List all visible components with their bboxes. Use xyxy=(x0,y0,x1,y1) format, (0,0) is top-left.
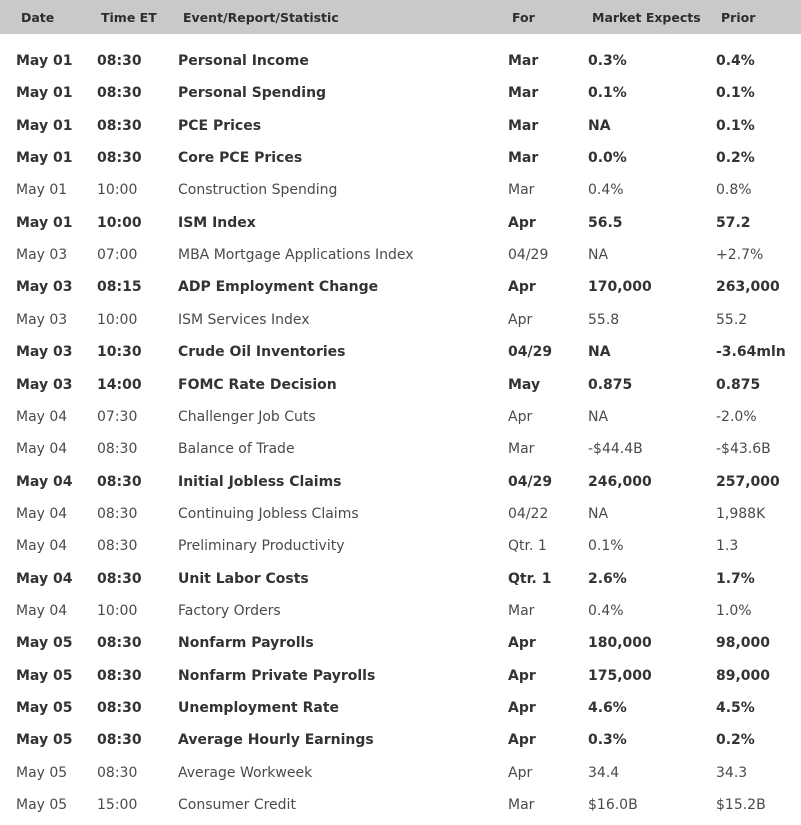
row-prior: 57.2 xyxy=(716,214,751,231)
row-period: Apr xyxy=(508,214,536,231)
row-prior: 263,000 xyxy=(716,279,780,296)
table-row xyxy=(0,175,801,205)
row-prior: 0.8% xyxy=(716,182,752,199)
row-event: Balance of Trade xyxy=(178,441,295,458)
row-event: PCE Prices xyxy=(178,117,262,134)
row-time: 07:00 xyxy=(97,247,138,264)
row-date: May 04 xyxy=(16,570,73,587)
row-date: May 01 xyxy=(16,85,73,102)
row-period: Mar xyxy=(508,150,539,167)
row-event: Nonfarm Private Payrolls xyxy=(178,667,376,684)
header-time: Time ET xyxy=(101,10,157,25)
row-period: Mar xyxy=(508,85,539,102)
row-period: Apr xyxy=(508,764,533,781)
row-period: Mar xyxy=(508,182,535,199)
row-market-expects: 0.875 xyxy=(588,376,633,393)
row-event: FOMC Rate Decision xyxy=(178,376,337,393)
table-row xyxy=(0,370,801,400)
row-prior: 1,988K xyxy=(716,505,766,522)
row-date: May 05 xyxy=(16,732,73,749)
row-prior: -$43.6B xyxy=(716,441,771,458)
row-date: May 04 xyxy=(16,538,68,555)
row-period: 04/29 xyxy=(508,247,549,264)
row-event: Average Workweek xyxy=(178,764,313,781)
row-period: Mar xyxy=(508,797,535,814)
header-event: Event/Report/Statistic xyxy=(183,10,339,25)
row-event: Nonfarm Payrolls xyxy=(178,635,314,652)
row-event: ISM Index xyxy=(178,214,256,231)
row-period: Apr xyxy=(508,667,536,684)
row-period: Apr xyxy=(508,635,536,652)
row-prior: 1.7% xyxy=(716,570,755,587)
row-period: Apr xyxy=(508,700,536,716)
row-market-expects: NA xyxy=(588,247,609,264)
row-period: Apr xyxy=(508,279,536,296)
row-event: ISM Services Index xyxy=(178,311,310,328)
row-market-expects: 246,000 xyxy=(588,473,652,490)
row-time: 08:30 xyxy=(97,764,138,781)
row-prior: 257,000 xyxy=(716,473,780,490)
row-time: 08:30 xyxy=(97,667,142,684)
row-prior: +2.7% xyxy=(716,247,764,264)
row-prior: -3.64mln xyxy=(716,344,786,361)
row-time: 10:00 xyxy=(97,311,138,328)
header-prior: Prior xyxy=(721,10,756,25)
table-row xyxy=(0,305,801,335)
header-market-expects: Market Expects xyxy=(592,10,701,25)
row-prior: 0.875 xyxy=(716,376,761,393)
row-time: 08:15 xyxy=(97,279,142,296)
row-time: 15:00 xyxy=(97,797,138,814)
row-date: May 03 xyxy=(16,344,73,361)
table-row xyxy=(0,143,801,173)
row-date: May 04 xyxy=(16,408,68,425)
row-event: Unemployment Rate xyxy=(178,700,340,716)
row-market-expects: 0.4% xyxy=(588,182,624,199)
row-period: 04/29 xyxy=(508,473,553,490)
row-date: May 04 xyxy=(16,602,68,619)
row-market-expects: 0.1% xyxy=(588,85,627,102)
row-period: Qtr. 1 xyxy=(508,538,547,555)
row-market-expects: $16.0B xyxy=(588,797,638,814)
row-time: 07:30 xyxy=(97,408,138,425)
row-market-expects: 4.6% xyxy=(588,700,627,716)
row-market-expects: 0.4% xyxy=(588,602,624,619)
table-row xyxy=(0,337,801,367)
row-date: May 03 xyxy=(16,247,68,264)
table-row xyxy=(0,628,801,658)
row-time: 08:30 xyxy=(97,473,142,490)
row-date: May 01 xyxy=(16,150,73,167)
row-time: 08:30 xyxy=(97,505,138,522)
row-date: May 01 xyxy=(16,117,73,134)
row-date: May 04 xyxy=(16,505,68,522)
table-row xyxy=(0,272,801,302)
row-market-expects: 0.0% xyxy=(588,150,627,167)
row-event: Construction Spending xyxy=(178,182,338,199)
row-prior: 89,000 xyxy=(716,667,771,684)
row-prior: 0.2% xyxy=(716,732,755,749)
row-time: 08:30 xyxy=(97,538,138,555)
table-row xyxy=(0,661,801,691)
row-time: 08:30 xyxy=(97,732,142,749)
row-event: Preliminary Productivity xyxy=(178,538,345,555)
table-row xyxy=(0,111,801,141)
row-time: 08:30 xyxy=(97,117,142,134)
table-row xyxy=(0,208,801,238)
table-row xyxy=(0,78,801,108)
header-date: Date xyxy=(21,10,55,25)
table-row xyxy=(0,725,801,755)
row-prior: 0.1% xyxy=(716,117,755,134)
row-event: Personal Income xyxy=(178,53,309,69)
row-market-expects: 2.6% xyxy=(588,570,627,587)
row-date: May 05 xyxy=(16,700,73,716)
row-market-expects: NA xyxy=(588,117,611,134)
table-row xyxy=(0,790,801,820)
row-time: 08:30 xyxy=(97,635,142,652)
table-row xyxy=(0,434,801,464)
row-date: May 04 xyxy=(16,441,68,458)
row-event: Initial Jobless Claims xyxy=(178,473,342,490)
table-row xyxy=(0,467,801,497)
row-time: 08:30 xyxy=(97,441,138,458)
row-date: May 03 xyxy=(16,279,73,296)
row-period: Mar xyxy=(508,602,535,619)
row-market-expects: 0.3% xyxy=(588,53,627,69)
table-row xyxy=(0,758,801,788)
row-period: Mar xyxy=(508,53,539,69)
row-prior: 1.3 xyxy=(716,538,739,555)
row-time: 10:00 xyxy=(97,214,142,231)
row-market-expects: NA xyxy=(588,505,609,522)
row-date: May 04 xyxy=(16,473,73,490)
row-time: 14:00 xyxy=(97,376,142,393)
table-header xyxy=(0,0,801,34)
row-event: MBA Mortgage Applications Index xyxy=(178,247,414,264)
row-market-expects: 55.8 xyxy=(588,311,620,328)
row-market-expects: 56.5 xyxy=(588,214,623,231)
row-date: May 01 xyxy=(16,53,73,69)
table-row xyxy=(0,596,801,626)
row-prior: 0.4% xyxy=(716,53,755,69)
row-event: Personal Spending xyxy=(178,85,327,102)
row-date: May 01 xyxy=(16,214,73,231)
row-event: Challenger Job Cuts xyxy=(178,408,316,425)
row-time: 08:30 xyxy=(97,53,142,69)
row-date: May 05 xyxy=(16,797,68,814)
row-market-expects: 170,000 xyxy=(588,279,652,296)
row-prior: 1.0% xyxy=(716,602,752,619)
row-period: Apr xyxy=(508,408,533,425)
row-prior: 34.3 xyxy=(716,764,748,781)
row-period: 04/22 xyxy=(508,505,549,522)
row-time: 10:00 xyxy=(97,602,138,619)
row-market-expects: 0.1% xyxy=(588,538,624,555)
header-for: For xyxy=(512,10,535,25)
row-event: Factory Orders xyxy=(178,602,281,619)
row-period: 04/29 xyxy=(508,344,553,361)
row-date: May 05 xyxy=(16,764,68,781)
row-market-expects: 180,000 xyxy=(588,635,652,652)
table-row xyxy=(0,499,801,529)
row-market-expects: 34.4 xyxy=(588,764,620,781)
row-event: ADP Employment Change xyxy=(178,279,379,296)
row-period: Mar xyxy=(508,441,535,458)
table-row xyxy=(0,531,801,561)
row-market-expects: 0.3% xyxy=(588,732,627,749)
table-row xyxy=(0,693,801,723)
row-time: 10:30 xyxy=(97,344,142,361)
row-event: Core PCE Prices xyxy=(178,150,303,167)
row-market-expects: 175,000 xyxy=(588,667,652,684)
table-row xyxy=(0,240,801,270)
row-time: 08:30 xyxy=(97,700,142,716)
row-prior: -2.0% xyxy=(716,408,757,425)
row-time: 08:30 xyxy=(97,570,142,587)
table-row xyxy=(0,564,801,594)
row-market-expects: -$44.4B xyxy=(588,441,643,458)
row-period: Qtr. 1 xyxy=(508,570,552,587)
row-prior: $15.2B xyxy=(716,797,766,814)
row-time: 08:30 xyxy=(97,85,142,102)
row-prior: 0.2% xyxy=(716,150,755,167)
row-event: Crude Oil Inventories xyxy=(178,344,346,361)
row-event: Consumer Credit xyxy=(178,797,296,814)
row-prior: 0.1% xyxy=(716,85,755,102)
row-event: Unit Labor Costs xyxy=(178,570,309,587)
row-market-expects: NA xyxy=(588,344,611,361)
row-time: 10:00 xyxy=(97,182,138,199)
row-date: May 01 xyxy=(16,182,68,199)
row-event: Average Hourly Earnings xyxy=(178,732,374,749)
table-row xyxy=(0,46,801,76)
row-date: May 05 xyxy=(16,667,73,684)
row-date: May 03 xyxy=(16,376,73,393)
row-period: Mar xyxy=(508,117,539,134)
row-date: May 05 xyxy=(16,635,73,652)
row-prior: 4.5% xyxy=(716,700,755,716)
row-prior: 55.2 xyxy=(716,311,748,328)
row-prior: 98,000 xyxy=(716,635,771,652)
row-time: 08:30 xyxy=(97,150,142,167)
row-market-expects: NA xyxy=(588,408,609,425)
row-period: Apr xyxy=(508,732,536,749)
row-period: Apr xyxy=(508,311,533,328)
table-row xyxy=(0,402,801,432)
row-date: May 03 xyxy=(16,311,68,328)
row-period: May xyxy=(508,376,541,393)
row-event: Continuing Jobless Claims xyxy=(178,505,359,522)
